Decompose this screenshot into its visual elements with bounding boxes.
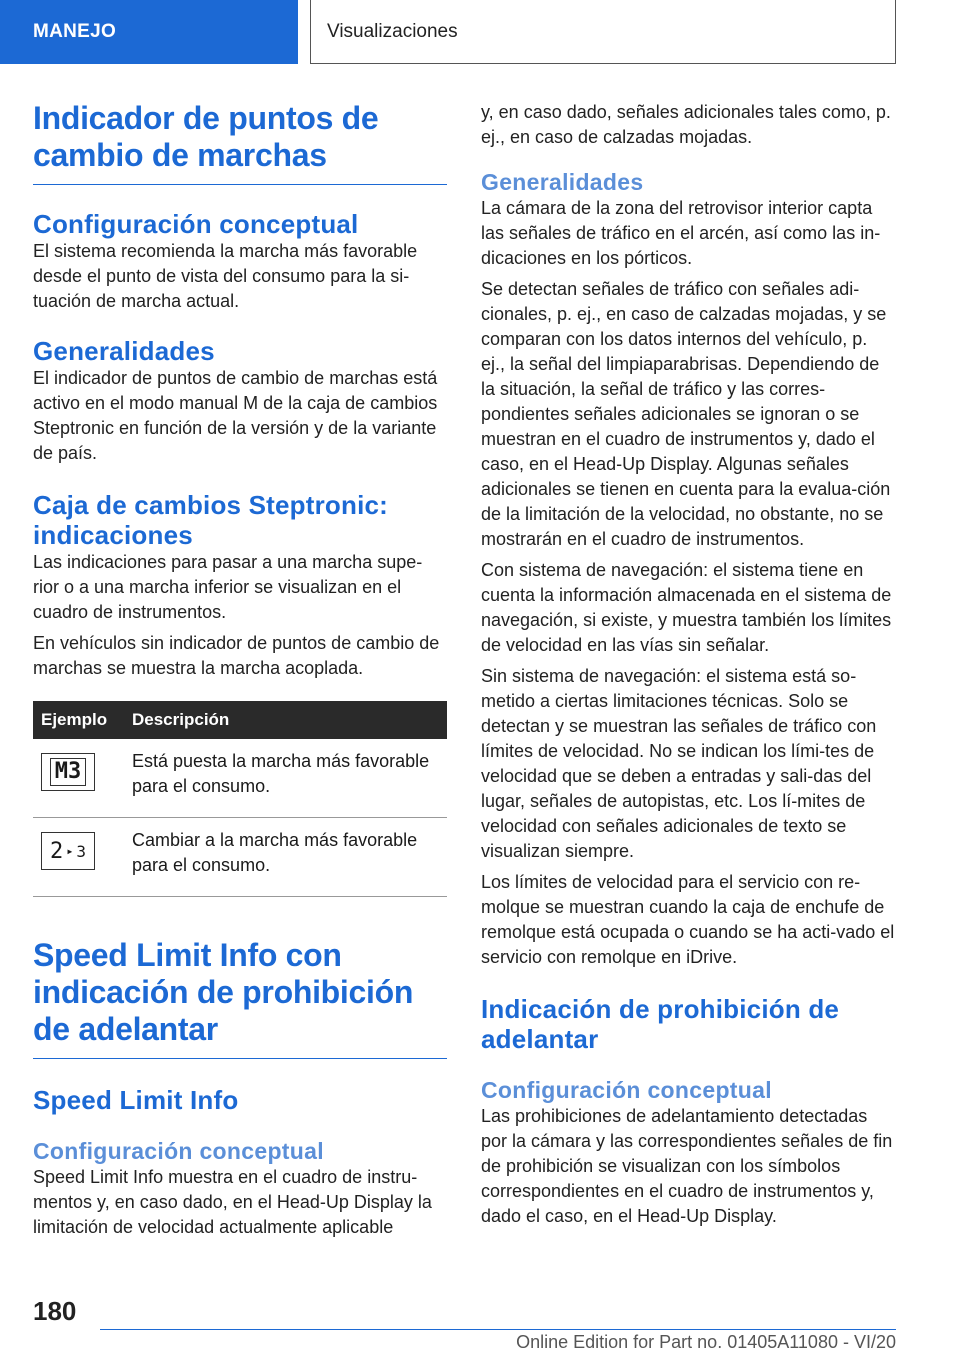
- gear-m3-icon: M3: [41, 753, 95, 791]
- gear-indicator-table: [33, 701, 447, 897]
- sli-heading: Speed Limit Info: [33, 1085, 239, 1115]
- overtake-concept-heading: Configuración conceptual: [481, 1077, 772, 1103]
- continued-text: y, en caso dado, señales adicionales tales como, p. ej., en caso de calzadas mojadas.: [481, 102, 891, 147]
- left-column: [33, 100, 447, 1240]
- steptronic-text-1: Las indicaciones para pasar a una marcha supe-rior o a una marcha inferior se visualizan en el cuadro de instrumentos.: [33, 552, 423, 622]
- footer-divider: [100, 1329, 896, 1330]
- overtake-heading: Indicación de prohibición de adelantar: [481, 994, 840, 1054]
- concept-heading: Configuración conceptual: [33, 209, 359, 239]
- description-cell: Cambiar a la marcha más favorable para el consumo.: [124, 818, 447, 897]
- steptronic-heading: Caja de cambios Steptronic: indicaciones: [33, 490, 389, 550]
- sli-general-text-1: La cámara de la zona del retrovisor interior capta las señales de tráfico en el arcén, así como las in-dicaciones en los pórticos.: [481, 198, 881, 268]
- sli-general-text-5: Los límites de velocidad para el servicio con re-molque se muestran cuando la caja de enchufe de remolque está ocupada o cuando se ha acti-vado el servicio con remolque en iDrive.: [481, 872, 895, 967]
- page-number: 180: [33, 1296, 77, 1326]
- example-cell: [33, 818, 124, 897]
- overtake-concept-text: Las prohibiciones de adelantamiento detectadas por la cámara y las correspondientes señales de fin de prohibición se visualizan con los símbolos correspondientes en el cuadro de instrumentos y, dado el caso, en el Head-Up Display.: [481, 1106, 893, 1226]
- general-text: El indicador de puntos de cambio de marchas está activo en el modo manual M de la caja de cambios Steptronic en función de la versión y de la variante de país.: [33, 368, 438, 463]
- right-column: [481, 100, 895, 1229]
- sli-general-text-3: Con sistema de navegación: el sistema tiene en cuenta la información almacenada en el sistema de navegación, si existe, y muestra también los límites de velocidad en las vías sin señalar.: [481, 560, 892, 655]
- speed-limit-info-heading: Speed Limit Info con indicación de prohibición de adelantar: [33, 937, 447, 1059]
- chapter-title: Visualizaciones: [310, 0, 896, 64]
- gear-shift-indicator-heading: Indicador de puntos de cambio de marchas: [33, 100, 447, 185]
- example-cell: [33, 739, 124, 818]
- concept-text: El sistema recomienda la marcha más favorable desde el punto de vista del consumo para la si-tuación de marcha actual.: [33, 241, 418, 311]
- steptronic-text-2: En vehículos sin indicador de puntos de cambio de marchas se muestra la marcha acoplada.: [33, 633, 440, 678]
- sli-general-text-4: Sin sistema de navegación: el sistema está so-metido a ciertas limitaciones técnicas. Solo se detectan y se muestran las señales de tráfico con límites de velocidad. No se indican los lími-tes de velocidad que se deben a entradas y sali-das del lugar, señales de autopistas, etc. Los lí-mites de velocidad con señales adicionales de texto se visualizan siempre.: [481, 666, 877, 861]
- sli-general-heading: Generalidades: [481, 169, 644, 195]
- general-heading: Generalidades: [33, 336, 215, 366]
- table-row: [33, 818, 447, 897]
- section-tab: MANEJO: [0, 0, 298, 64]
- table-header-row: [33, 701, 447, 739]
- gear-upshift-icon: 2 ▸ 3: [41, 832, 95, 870]
- sli-concept-heading: Configuración conceptual: [33, 1138, 324, 1164]
- column-header-example: Ejemplo: [33, 701, 124, 739]
- column-header-description: Descripción: [124, 701, 447, 739]
- sli-general-text-2: Se detectan señales de tráfico con señales adi-cionales, p. ej., en caso de calzadas mojadas, y se comparan con los datos internos del vehículo, p. ej., la señal del limpiaparabrisas. Dependiendo de la situación, la señal de tráfico y las corres-pondientes señales adicionales se ignoran o se muestran en el cuadro de instrumentos y, dado el caso, en el Head-Up Display. Algunas señales adicionales se tienen en cuenta para la evalua-ción de la limitación de la velocidad, no obstante, no se mostrarán en el cuadro de instrumentos.: [481, 279, 891, 549]
- table-row: [33, 739, 447, 818]
- edition-note: Online Edition for Part no. 01405A11080 - VI/20: [516, 1332, 896, 1352]
- description-cell: Está puesta la marcha más favorable para el consumo.: [124, 739, 447, 818]
- sli-concept-text: Speed Limit Info muestra en el cuadro de instru-mentos y, en caso dado, en el Head-Up Display la limitación de velocidad actualmente aplicable: [33, 1167, 432, 1237]
